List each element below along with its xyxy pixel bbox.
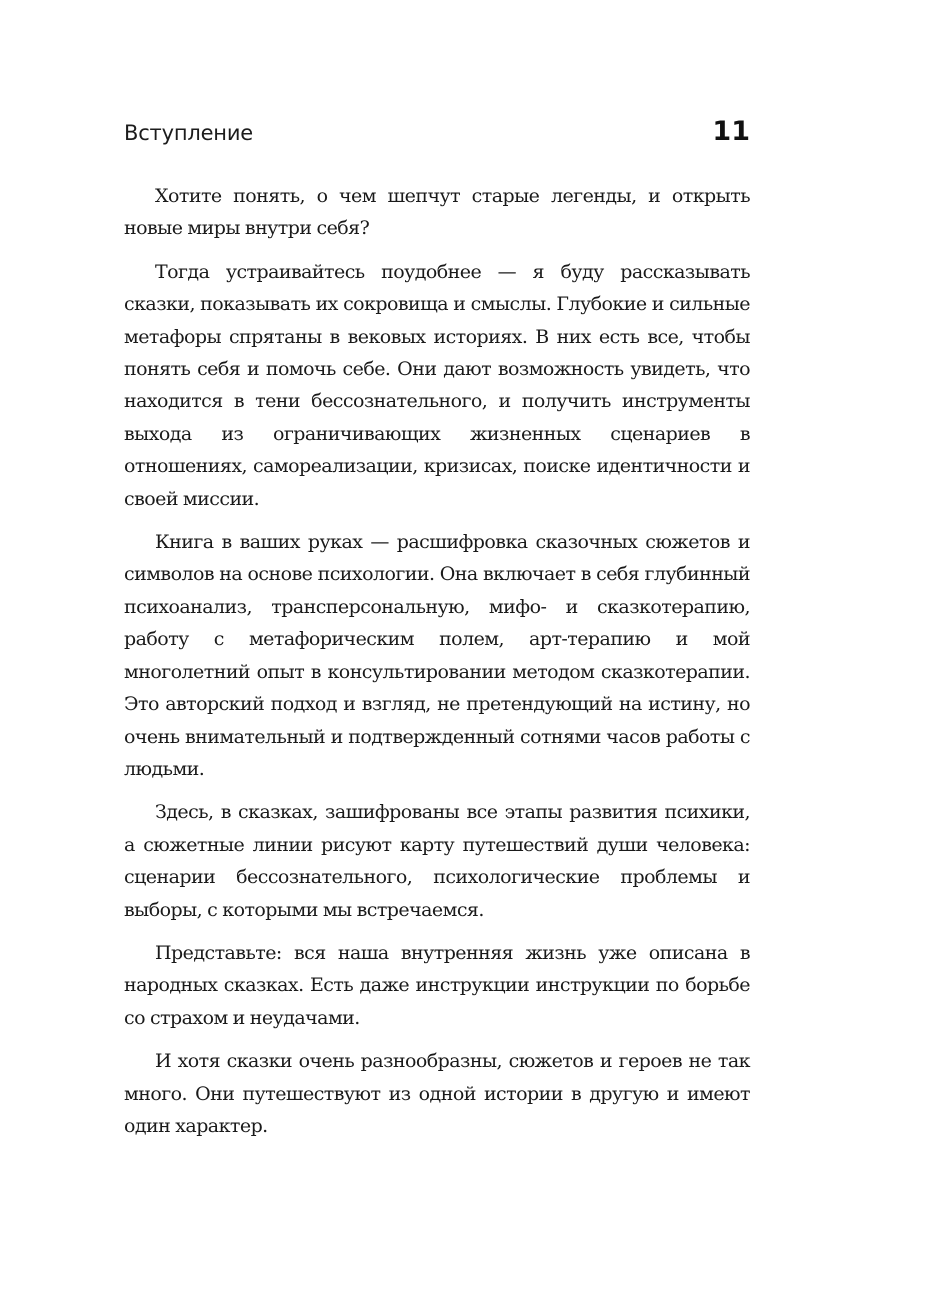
paragraph: И хотя сказки очень разнообразны, сюжетов и героев не так много. Они путешествуют из одной истории в другую и имеют один характер. bbox=[124, 1050, 750, 1137]
paragraph: Хотите понять, о чем шепчут старые легенды, и открыть новые миры внутри себя? bbox=[124, 185, 750, 240]
paragraph: Здесь, в сказках, зашифрованы все этапы развития психики, а сюжетные линии рисуют карту путешествий души человека: сценарии бессознательного, психологические проблемы и выборы, с которыми мы встречаемся. bbox=[124, 801, 750, 921]
paragraph: Книга в ваших руках — расшифровка сказочных сюжетов и символов на основе психологии. Она включает в себя глубинный психоанализ, трансперсональную, мифо- и сказкотерапию, работу с метафорическим полем, арт-терапию и мой многолетний опыт в консультировании методом сказкотерапии. Это авторский подход и взгляд, не претендующий на истину, но очень внимательный и подтвержденный сотнями часов работы с людьми. bbox=[124, 531, 750, 780]
paragraph: Представьте: вся наша внутренняя жизнь уже описана в народных сказках. Есть даже инструкции инструкции по борьбе со страхом и неудачами. bbox=[124, 941, 750, 1029]
page-number: 11 bbox=[712, 116, 750, 147]
section-title: Вступление bbox=[124, 121, 253, 145]
book-page bbox=[124, 0, 750, 1299]
running-header bbox=[124, 116, 750, 156]
paragraph: Тогда устраивайтесь поудобнее — я буду рассказывать сказки, показывать их сокровища и смыслы. Глубокие и сильные метафоры спрятаны в вековых историях. В них есть все, чтобы понять себя и помочь себе. Они дают возможность увидеть, что находится в тени бессознательного, и получить инструменты выхода из ограничивающих жизненных сценариев в отношениях, самореализации, кризисах, поиске идентичности и своей миссии. bbox=[124, 260, 750, 510]
body-text bbox=[124, 180, 750, 1153]
